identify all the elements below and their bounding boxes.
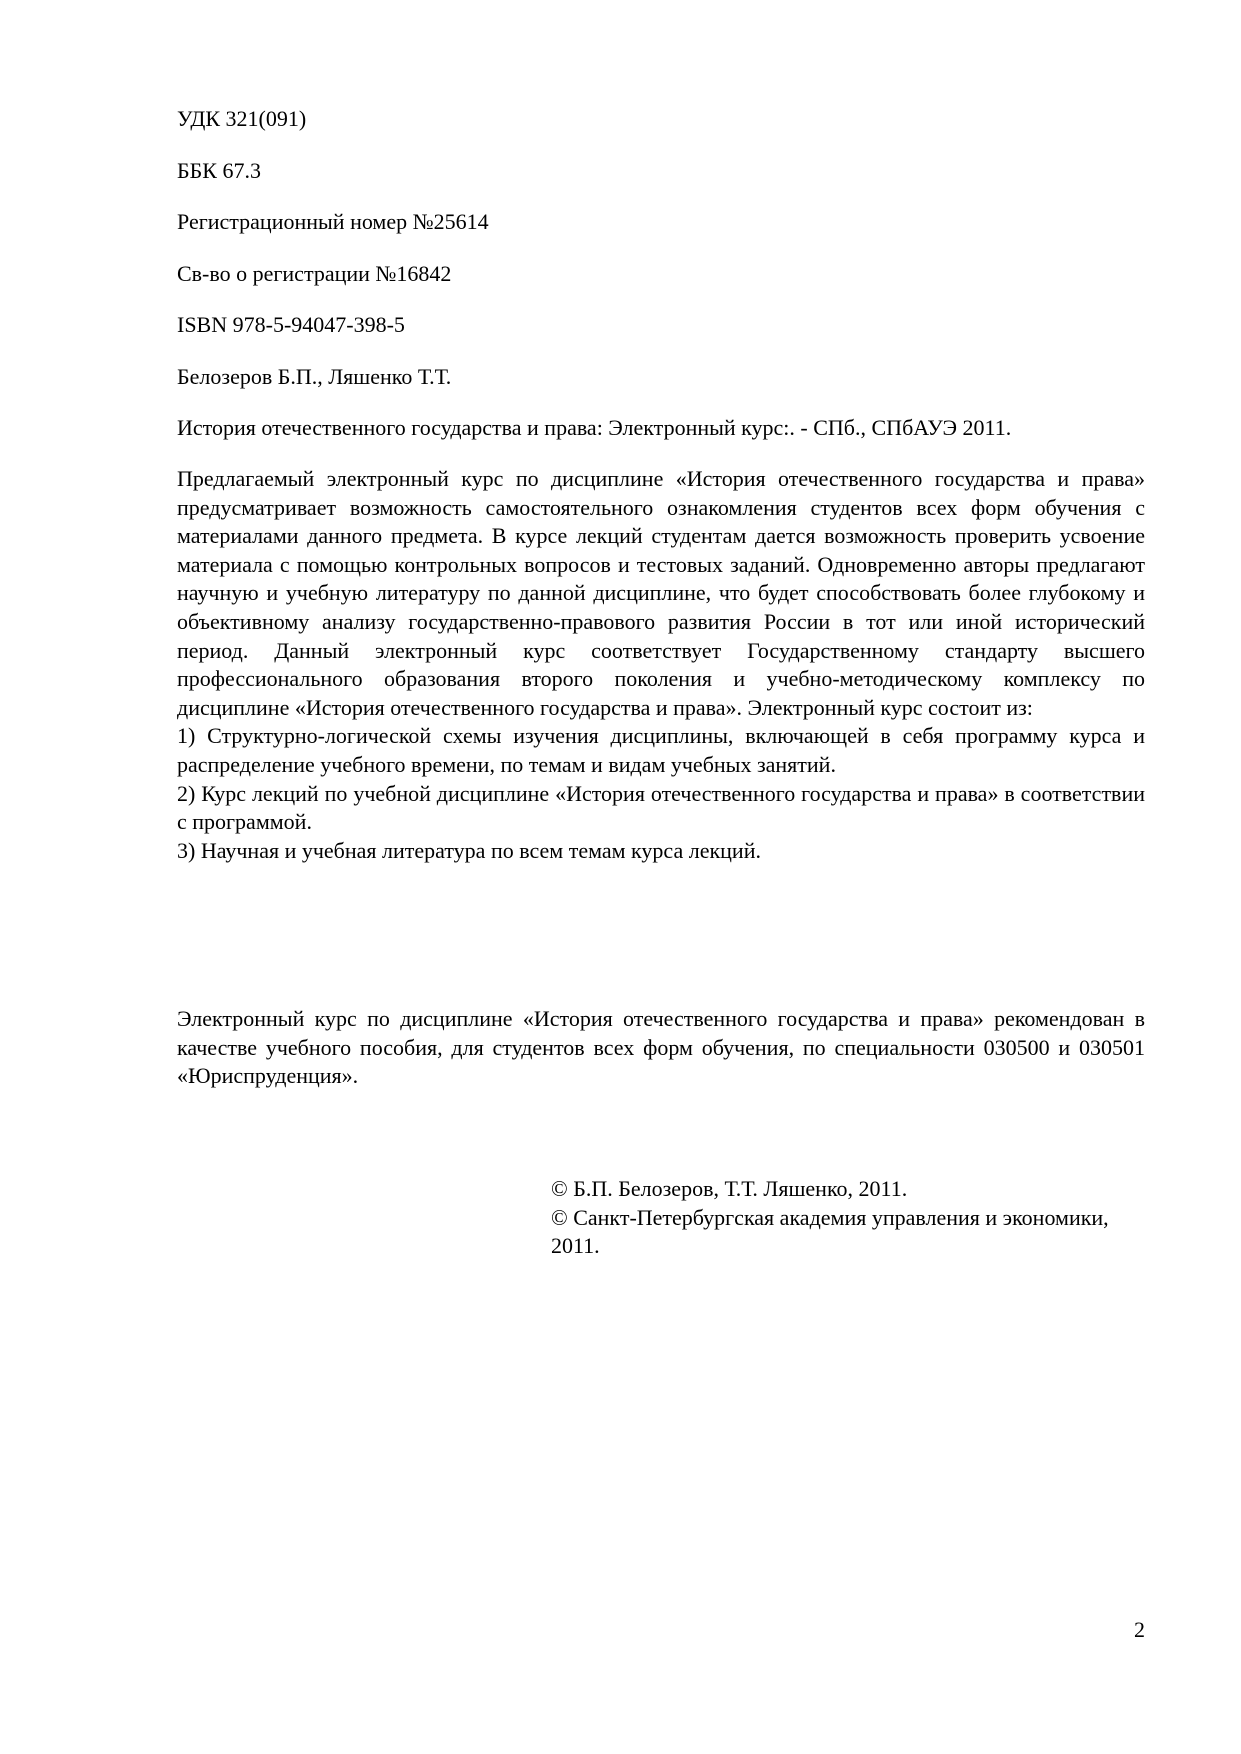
description-item-3: 3) Научная и учебная литература по всем темам курса лекций. (177, 837, 761, 863)
copyright-block (551, 1175, 1111, 1261)
bbk-code: ББК 67.3 (177, 158, 261, 183)
isbn: ISBN 978-5-94047-398-5 (177, 312, 405, 337)
registration-number: Регистрационный номер №25614 (177, 209, 489, 234)
bibliographic-title: История отечественного государства и права: Электронный курс:. - СПб., СПбАУЭ 2011. (177, 415, 1012, 440)
page-number: 2 (1134, 1617, 1145, 1642)
copyright-authors: © Б.П. Белозеров, Т.Т. Ляшенко, 2011. (551, 1176, 908, 1201)
registration-certificate: Св-во о регистрации №16842 (177, 261, 452, 286)
recommendation (177, 1005, 1145, 1091)
description-item-1: 1) Структурно-логической схемы изучения дисциплины, включающей в себя программу курса и распределение учебного времени, по темам и видам учебных занятий. (177, 723, 1145, 777)
authors: Белозеров Б.П., Ляшенко Т.Т. (177, 364, 452, 389)
copyright-academy: © Санкт-Петербургская академия управления и экономики, 2011. (551, 1204, 1109, 1259)
udk-code: УДК 321(091) (177, 106, 307, 131)
description-item-2: 2) Курс лекций по учебной дисциплине «История отечественного государства и права» в соответствии с программой. (177, 780, 1145, 835)
description-paragraph: Предлагаемый электронный курс по дисциплине «История отечественного государства и права» предусматривает возможность самостоятельного ознакомления студентов всех форм обучения с материалами данного предмета. В курсе лекций студентам дается возможность проверить усвоение материала с помощью контрольных вопросов и тестовых заданий. Одновременно авторы предлагают научную и учебную литературу по данной дисциплине, что будет способствовать более глубокому и объективному анализу государственно-правового развития России в тот или иной исторический период. Данный электронный курс соответствует Государственному стандарту высшего профессионального образования второго поколения и учебно-методическому комплексу по дисциплине «История отечественного государства и права». Электронный курс состоит из: (177, 466, 1145, 720)
recommendation-text: Электронный курс по дисциплине «История отечественного государства и права» рекомендован в качестве учебного пособия, для студентов всех форм обучения, по специальности 030500 и 030501 «Юриспруденция». (177, 1006, 1145, 1089)
course-description (177, 465, 1145, 865)
